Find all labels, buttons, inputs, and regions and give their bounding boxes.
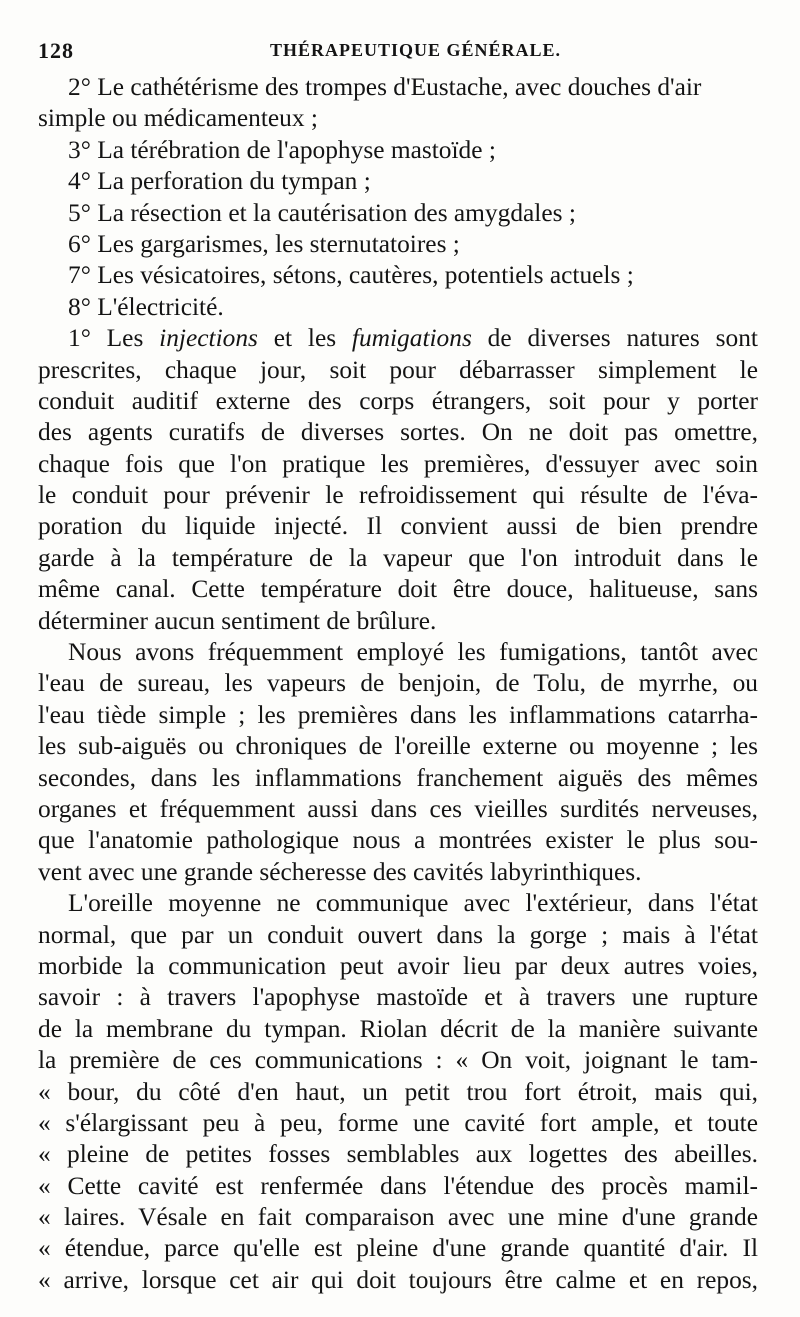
line-part: de diverses natures sont [471,324,758,353]
line-part: et les [257,324,352,353]
text-line-with-italics [38,323,758,354]
text-line: 7° Les vésicatoires, sétons, cautères, potentiels actuels ; [68,261,634,290]
quoted-line: « pleine de petites fosses semblables aux logettes des abeilles. [38,1140,758,1169]
text-line: 8° L'électricité. [68,292,224,321]
text-line: L'oreille moyenne ne communique avec l'extérieur, dans l'état [68,889,758,918]
text-line: même canal. Cette température doit être douce, halitueuse, sans [38,575,758,604]
quoted-line: « s'élargissant peu à peu, forme une cavité fort ample, et toute [38,1108,758,1137]
text-line: des agents curatifs de diverses sortes. On ne doit pas omettre, [38,418,758,447]
text-line: vent avec une grande sécheresse des cavités labyrinthiques. [38,857,642,886]
text-line: prescrites, chaque jour, soit pour débarrasser simplement le [38,355,758,384]
text-line: organes et fréquemment aussi dans ces vieilles surdités nerveuses, [38,794,758,823]
text-line: garde à la température de la vapeur que l'on introduit dans le [38,543,758,572]
page-body [38,72,758,1296]
text-line: 6° Les gargarismes, les sternutatoires ; [68,229,460,258]
page-header [38,36,758,66]
italic-word: fumigations [351,324,472,353]
text-line: 4° La perforation du tympan ; [68,167,371,196]
text-line: normal, que par un conduit ouvert dans la gorge ; mais à l'état [38,920,758,949]
text-line: 5° La résection et la cautérisation des amygdales ; [68,198,576,227]
text-line: secondes, dans les inflammations franchement aiguës des mêmes [38,763,758,792]
text-line: les sub-aiguës ou chroniques de l'oreille externe ou moyenne ; les [38,732,758,761]
text-line: 2° Le cathétérisme des trompes d'Eustache, avec douches d'air [68,73,702,101]
quoted-line: « laires. Vésale en fait comparaison avec une mine d'une grande [38,1203,758,1232]
line-part: 1° Les [68,324,160,353]
text-line: simple ou médicamenteux ; [38,104,318,133]
quoted-line: « Cette cavité est renfermée dans l'étendue des procès mamil- [38,1171,758,1200]
text-line: l'eau tiède simple ; les premières dans les inflammations catarrha- [38,700,758,729]
text-line: l'eau de sureau, les vapeurs de benjoin, de Tolu, de myrrhe, ou [38,669,758,698]
text-line: que l'anatomie pathologique nous a montrées exister le plus sou- [38,826,758,855]
text-line: le conduit pour prévenir le refroidissement qui résulte de l'éva- [38,481,758,510]
text-line: 3° La térébration de l'apophyse mastoïde ; [68,135,496,164]
quoted-line: « bour, du côté d'en haut, un petit trou fort étroit, mais qui, [38,1077,758,1106]
running-title: THÉRAPEUTIQUE GÉNÉRALE. [270,40,562,60]
text-line: Nous avons fréquemment employé les fumigations, tantôt avec [68,638,758,667]
quoted-line: « étendue, parce qu'elle est pleine d'une grande quantité d'air. Il [38,1234,758,1263]
text-line: déterminer aucun sentiment de brûlure. [38,606,437,635]
text-line: de la membrane du tympan. Riolan décrit de la manière suivante [38,1014,758,1043]
italic-word: injections [159,324,258,353]
text-line: chaque fois que l'on pratique les premières, d'essuyer avec soin [38,449,758,478]
text-line: morbide la communication peut avoir lieu par deux autres voies, [38,951,758,980]
page-number: 128 [38,38,74,63]
text-line: poration du liquide injecté. Il convient aussi de bien prendre [38,512,758,541]
text-line: conduit auditif externe des corps étrangers, soit pour y porter [38,386,758,415]
text-line: la première de ces communications : « On voit, joignant le tam- [38,1046,758,1075]
text-line: savoir : à travers l'apophyse mastoïde et à travers une rupture [38,983,758,1012]
quoted-line: « arrive, lorsque cet air qui doit toujours être calme et en repos, [38,1265,758,1294]
